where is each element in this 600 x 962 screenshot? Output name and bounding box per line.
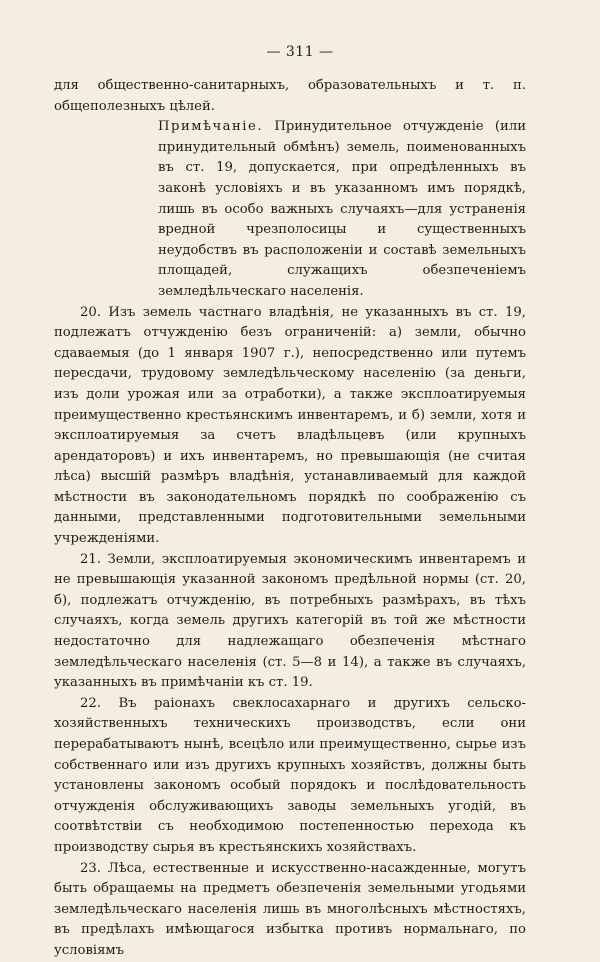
article-23: 23. Лѣса, естественные и искусственно-насажденные, могутъ быть обращаемы на предметъ обезпеченія земельными угодьями земледѣльческаго населенія лишь въ многолѣсныхъ мѣстностяхъ, въ предѣлахъ имѣющагося избытка противъ нормальнаго, по условіямъ bbox=[54, 860, 526, 958]
continuation-paragraph: для общественно-санитарныхъ, образовательныхъ и т. п. общеполезныхъ цѣлей. bbox=[54, 78, 526, 114]
article-22: 22. Въ раіонахъ свеклосахарнаго и другихъ сельско-хозяйственныхъ техническихъ производствъ, если они перерабатываютъ нынѣ, всецѣло или преимущественно, сырье изъ собственнаго или изъ другихъ крупныхъ хозяйствъ, должны быть установлены закономъ особый порядокъ и послѣдовательность отчужденія обслуживающихъ заводы земельныхъ угодій, въ соотвѣтствіи съ необходимою постепенностью перехода къ производству сырья въ крестьянскихъ хозяйствахъ. bbox=[54, 695, 526, 855]
article-20: 20. Изъ земель частнаго владѣнія, не указанныхъ въ ст. 19, подлежатъ отчужденію безъ ограниченій: а) земли, обычно сдаваемыя (до 1 января 1907 г.), непосредственно или путемъ пересдачи, трудовому земледѣльческому населенію (за деньги, изъ доли урожая или за отработки), а также эксплоатируемыя преимущественно крестьянскимъ инвентаремъ, и б) земли, хотя и эксплоатируемыя за счетъ владѣльцевъ (или крупныхъ арендаторовъ) и ихъ инвентаремъ, но превышающія (не считая лѣса) высшій размѣръ владѣнія, устанавливаемый для каждой мѣстности въ законодательномъ порядкѣ по соображенію съ данными, представленными подготовительными земельными учрежденіями. bbox=[54, 304, 526, 547]
article-21: 21. Земли, эксплоатируемыя экономическимъ инвентаремъ и не превышающія указанной закономъ предѣльной нормы (ст. 20, б), подлежатъ отчужденію, въ потребныхъ размѣрахъ, въ тѣхъ случаяхъ, когда земель другихъ категорій въ той же мѣстности недостаточно для надлежащаго обезпеченія мѣстнаго земледѣльческаго населенія (ст. 5—8 и 14), а также въ случаяхъ, указанныхъ въ примѣчаніи къ ст. 19. bbox=[54, 551, 526, 691]
page-body bbox=[54, 76, 526, 962]
note-label: Примѣчаніе. bbox=[158, 119, 264, 135]
note-paragraph bbox=[158, 117, 526, 302]
page-number: — 311 — bbox=[266, 44, 334, 60]
note-text: Принудительное отчужденіе (или принудительный обмѣнъ) земель, поименованныхъ въ ст. 19, допускается, при опредѣленныхъ въ законѣ условіяхъ и въ указанномъ имъ порядкѣ, лишь въ особо важныхъ случаяхъ—для устраненія вредной чрезполосицы и существенныхъ неудобствъ въ расположеніи и составѣ земельныхъ площадей, служащихъ обезпеченіемъ земледѣльческаго населенія. bbox=[158, 119, 526, 299]
